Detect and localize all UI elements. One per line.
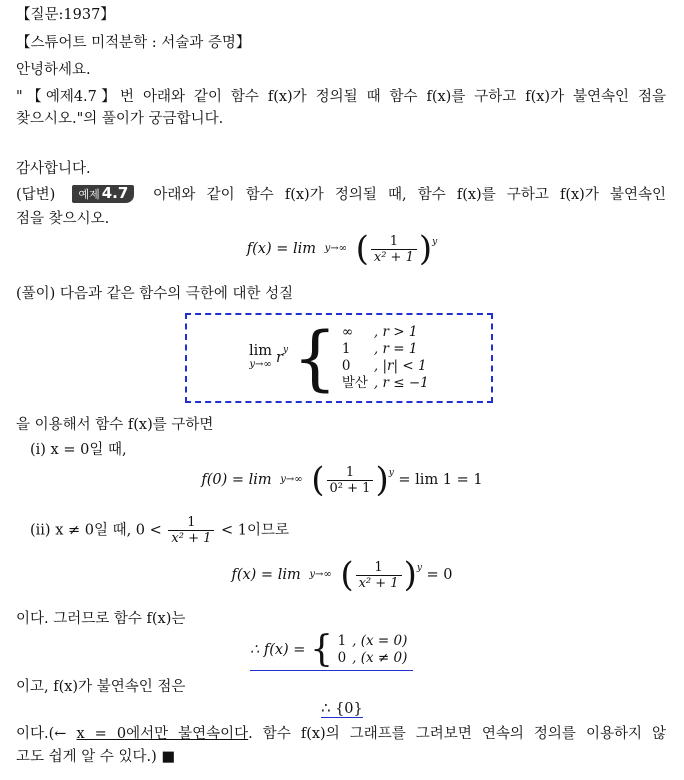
case-1-equation: f(0) = lim y→∞ ( $\frac{1}{\text{0² + 1}}$ )$^y$ = lim 1 = 1: [201, 460, 483, 500]
so-line: 이다. 그러므로 함수 f(x)는: [16, 611, 186, 627]
case-1-label: (i) x = 0일 때,: [30, 442, 127, 458]
answer-label: (답변): [16, 187, 56, 203]
final-line-1: 이다.(← x = 0에서만 불연속이다. 함수 f(x)의 그래프를 그려보면 연속의 정의를 이용하지 않: [16, 726, 667, 742]
answer-line-1: [16, 185, 666, 204]
case-2-line: (ii) x ≠ 0일 때, 0 < $\frac{1}{\text{x² + 1}}$ < 1이므로: [30, 515, 290, 546]
answer-prompt-1: 아래와 같이 함수 f(x)가 정의될 때, 함수 f(x)를 구하고 f(x)가 불연속인: [153, 187, 666, 203]
discontinuity-line: 이고, f(x)가 불연속인 점은: [16, 679, 186, 695]
greeting: 안녕하세요.: [16, 62, 91, 78]
discontinuity-answer: ∴ {0}: [321, 701, 363, 717]
book-title: 【스튜어트 미적분학 : 서술과 증명】: [16, 35, 251, 51]
final-line-2: 고도 쉽게 알 수 있다.) ■: [16, 749, 176, 765]
definition-equation: f(x) = lim y→∞ ( $\frac{1}{\text{x² + 1}}$ )$^y$: [246, 229, 438, 269]
example-badge: 예제 4.7: [72, 185, 134, 203]
limit-property-formula: lim y→∞ $r^y$ { ∞ , r > 1 1 , r = 1 0 , |r| < 1 발산 , r ≤ −1: [249, 317, 429, 399]
answer-prompt-2: 점을 찾으시오.: [16, 211, 110, 227]
case-2-equation: f(x) = lim y→∞ ( $\frac{1}{\text{x² + 1}}$ )$^y$ = 0: [231, 555, 453, 595]
question-number: 【질문:1937】: [16, 7, 115, 23]
question-line-1: "【예제4.7】번 아래와 같이 함수 f(x)가 정의될 때 함수 f(x)를 구하고 f(x)가 불연속인 점을: [16, 89, 666, 105]
question-line-2: 찾으시오."의 풀이가 궁금합니다.: [16, 111, 224, 127]
thanks: 감사합니다.: [16, 161, 91, 177]
result-function: ∴ f(x) = { 1 , (x = 0) 0 , (x ≠ 0): [250, 630, 413, 671]
solution-intro: (풀이) 다음과 같은 함수의 극한에 대한 성질: [16, 286, 294, 302]
use-line: 을 이용해서 함수 f(x)를 구하면: [16, 417, 214, 433]
